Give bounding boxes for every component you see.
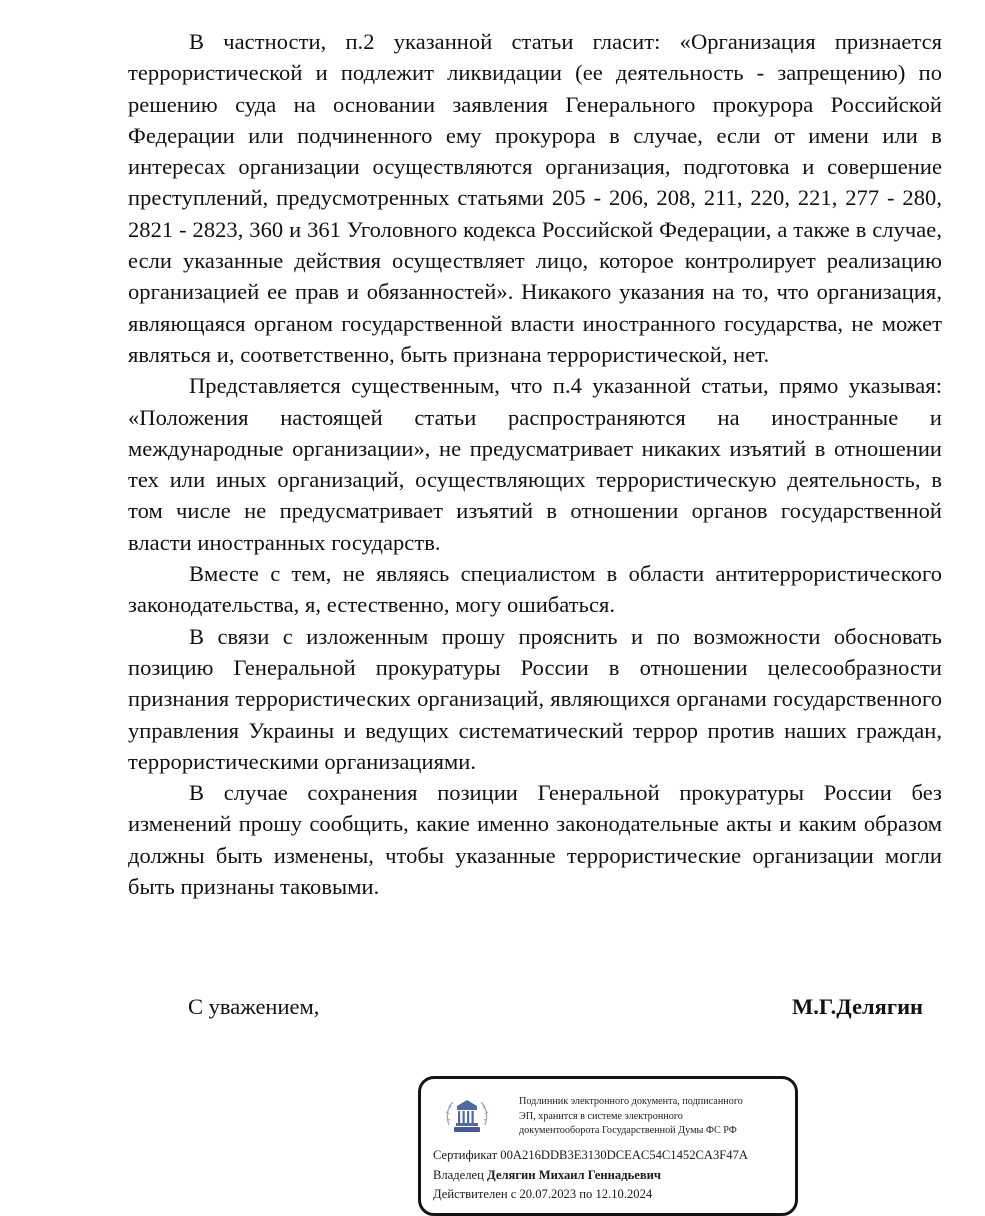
state-duma-emblem-icon — [443, 1095, 491, 1137]
valid-to-prefix: по — [579, 1187, 593, 1201]
certificate-line — [433, 1146, 748, 1166]
stamp-details — [433, 1146, 748, 1205]
certificate-label: Сертификат — [433, 1148, 498, 1162]
signature-block — [0, 991, 985, 1025]
signer-name: М.Г.Делягин — [792, 994, 923, 1019]
valid-to-date: 12.10.2024 — [595, 1187, 653, 1201]
stamp-note-line: ЭП, хранится в системе электронного — [519, 1110, 683, 1122]
stamp-note-line: документооборота Государственной Думы ФС РФ — [519, 1125, 737, 1136]
paragraph-2: Представляется существенным, что п.4 указанной статьи, прямо указывая: «Положения настоящей статьи распространяются на иностранные и международные организации», не предусматривает никаких изъятий в отношении тех или иных организаций, осуществляющих террористическую деятельность, в том числе не предусматривает изъятий в отношении органов государственной власти иностранных государств. — [128, 373, 942, 555]
letter-body — [128, 26, 942, 902]
paragraph-5: В случае сохранения позиции Генеральной прокуратуры России без изменений прошу сообщить, какие именно законодательные акты и каким образом должны быть изменены, чтобы указанные террористические организации могли быть признаны таковыми. — [128, 780, 942, 900]
stamp-note — [519, 1095, 789, 1139]
stamp-note-line: Подлинник электронного документа, подписанного — [519, 1096, 743, 1107]
valid-from-prefix: с — [510, 1187, 517, 1201]
owner-line — [433, 1166, 748, 1186]
valid-label: Действителен — [433, 1187, 508, 1201]
validity-line — [433, 1185, 748, 1205]
paragraph-3: Вместе с тем, не являясь специалистом в области антитеррористического законодательства, я, естественно, могу ошибаться. — [128, 561, 942, 618]
paragraph-4: В связи с изложенным прошу прояснить и по возможности обосновать позицию Генеральной прокуратуры России в отношении целесообразности признания террористических организаций, являющихся органами государственного управления Украины и ведущих систематический террор против наших граждан, террористическими организациями. — [128, 623, 942, 774]
paragraph-1: В частности, п.2 указанной статьи гласит: «Организация признается террористической и подлежит ликвидации (ее деятельность - запрещению) по решению суда на основании заявления Генерального прокурора Российской Федерации или подчиненного ему прокурора в случае, если от имени или в интересах организации осуществляются организация, подготовка и совершение преступлений, предусмотренных статьями 205 - 206, 208, 211, 220, 221, 277 - 280, 2821 - 2823, 360 и 361 Уголовного кодекса Российской Федерации, а также в случае, если указанные действия осуществляет лицо, которое контролирует реализацию организацией ее прав и обязанностей». Никакого указания на то, что организация, являющаяся органом государственной власти иностранного государства, не может являться и, соответственно, быть признана террористической, нет. — [128, 29, 942, 367]
certificate-value: 00A216DDB3E3130DCEAC54C1452CA3F47A — [500, 1148, 748, 1162]
closing-salutation: С уважением, — [188, 994, 320, 1019]
owner-value: Делягин Михаил Геннадьевич — [487, 1167, 661, 1182]
electronic-signature-stamp — [418, 1076, 798, 1216]
owner-label: Владелец — [433, 1167, 484, 1182]
valid-from-date: 20.07.2023 — [519, 1187, 577, 1201]
